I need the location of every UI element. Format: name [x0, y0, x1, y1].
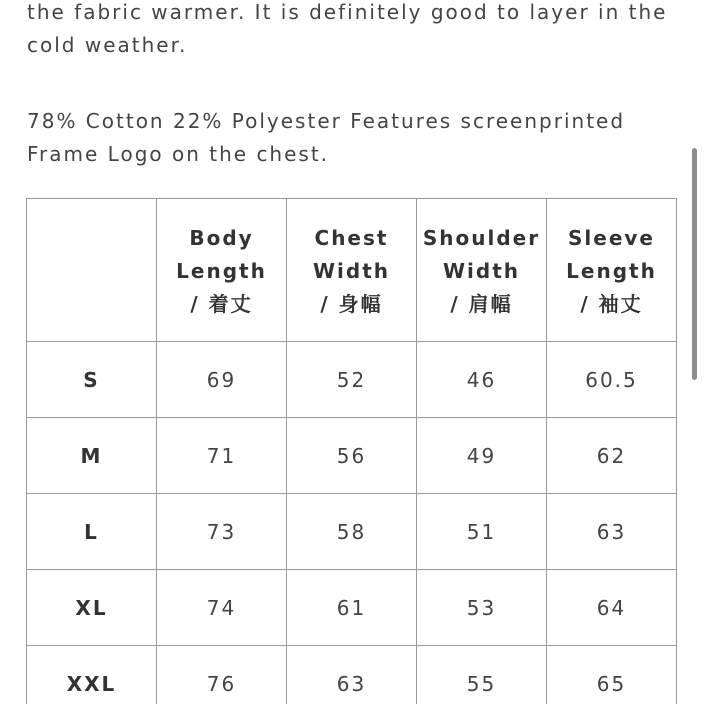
header-size [27, 199, 157, 342]
header-body-length [157, 199, 287, 342]
table-row [27, 570, 677, 646]
table-cell: 74 [157, 570, 287, 646]
table-cell: 63 [547, 494, 677, 570]
header-shoulder-width [417, 199, 547, 342]
table-row [27, 342, 677, 418]
header-sleeve-length [547, 199, 677, 342]
table-cell: 51 [417, 494, 547, 570]
material-description: 78% Cotton 22% Polyester Features screenprinted Frame Logo on the chest. [27, 109, 626, 166]
vertical-scrollbar[interactable] [692, 148, 697, 380]
size-label: S [27, 342, 157, 418]
size-label: XL [27, 570, 157, 646]
table-header-row [27, 199, 677, 342]
header-shoulder-width-label: Shoulder Width / 肩幅 [422, 226, 541, 316]
table-cell: 62 [547, 418, 677, 494]
size-label: L [27, 494, 157, 570]
table-cell: 58 [287, 494, 417, 570]
table-cell: 56 [287, 418, 417, 494]
table-cell: 53 [417, 570, 547, 646]
table-cell: 76 [157, 646, 287, 704]
table-cell: 65 [547, 646, 677, 704]
header-sleeve-length-label: Sleeve Length / 袖丈 [566, 226, 657, 316]
table-cell: 64 [547, 570, 677, 646]
table-cell: 46 [417, 342, 547, 418]
size-label: XXL [27, 646, 157, 704]
table-cell: 61 [287, 570, 417, 646]
header-body-length-label: Body Length / 着丈 [176, 226, 267, 316]
table-row [27, 418, 677, 494]
header-chest-width [287, 199, 417, 342]
table-cell: 60.5 [547, 342, 677, 418]
table-row [27, 494, 677, 570]
table-cell: 69 [157, 342, 287, 418]
header-chest-width-label: Chest Width / 身幅 [312, 226, 391, 316]
table-cell: 52 [287, 342, 417, 418]
table-cell: 73 [157, 494, 287, 570]
table-cell: 63 [287, 646, 417, 704]
table-cell: 49 [417, 418, 547, 494]
table-cell: 71 [157, 418, 287, 494]
size-chart-table [26, 198, 677, 704]
table-cell: 55 [417, 646, 547, 704]
product-description: the fabric warmer. It is definitely good to layer in the cold weather. [27, 0, 668, 57]
table-row [27, 646, 677, 704]
size-label: M [27, 418, 157, 494]
